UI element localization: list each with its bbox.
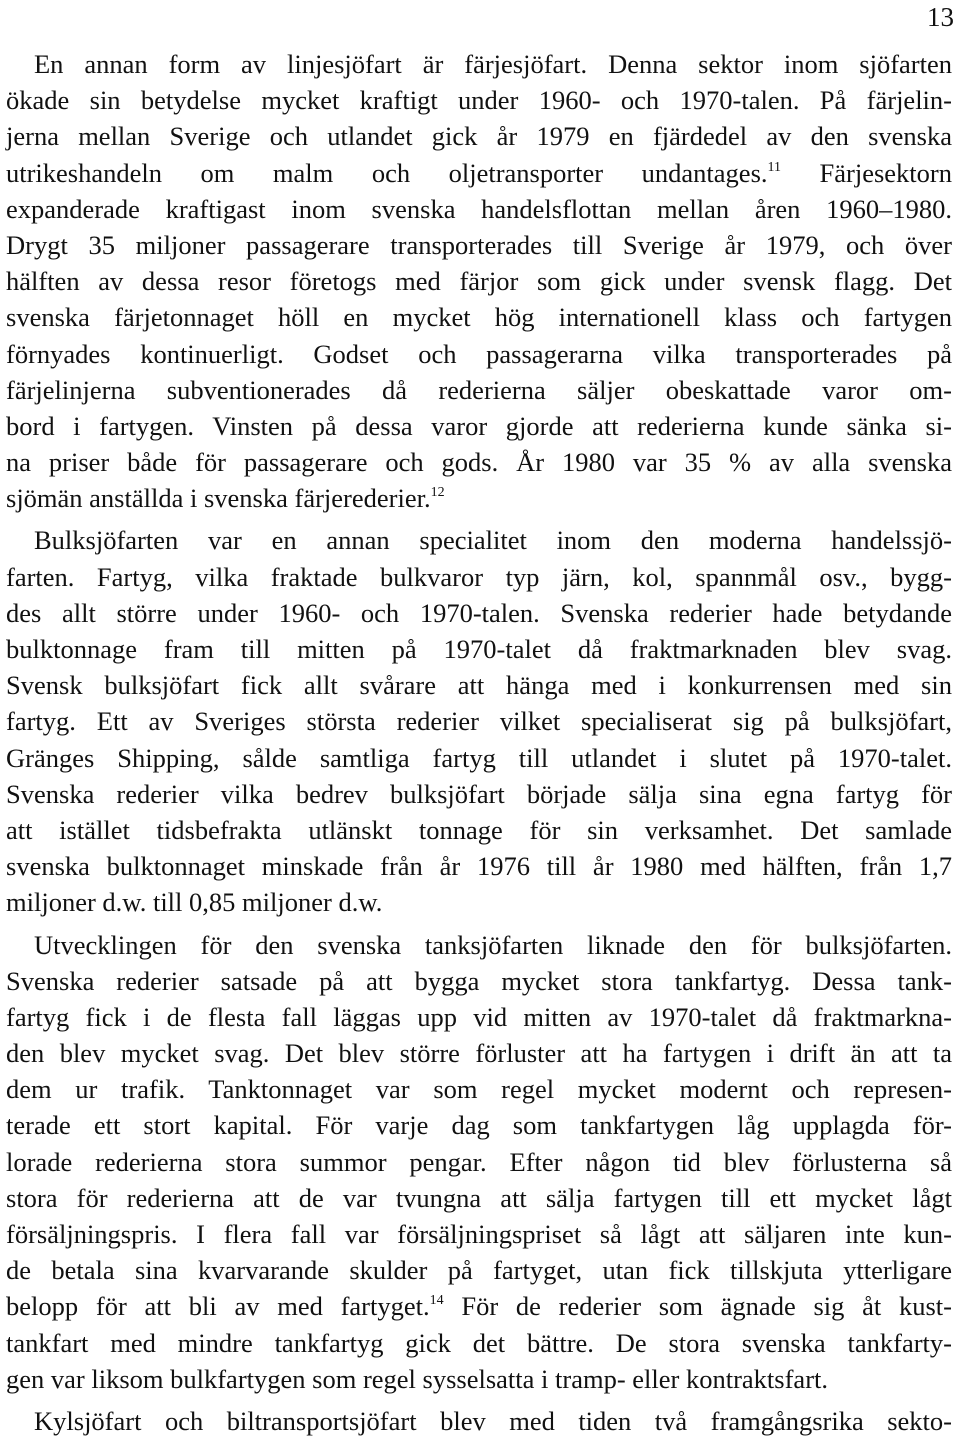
line-text: försäljningspris. I flera fall var försäljningspriset så lågt att säljaren inte kun- <box>6 1219 952 1249</box>
line-text: terade ett stort kapital. För varje dag som tankfartygen låg upplagda för- <box>6 1110 952 1141</box>
line-text: tankfart med mindre tankfartyg gick det bättre. De stora svenska tankfarty- <box>6 1327 952 1358</box>
text-line <box>6 631 952 667</box>
line-text: farten. Fartyg, vilka fraktade bulkvaror typ järn, kol, spannmål osv., bygg- <box>6 561 952 592</box>
line-text: hälften av dessa resor företogs med färjor som gick under svensk flagg. Det <box>6 266 952 297</box>
line-text: den blev mycket svag. Det blev större förluster att ha fartygen i drift än att ta <box>6 1038 952 1069</box>
text-line <box>6 82 952 118</box>
line-text: För de rederier som ägnade sig åt kust- <box>443 1291 952 1322</box>
text-line <box>6 884 952 920</box>
text-line <box>6 1144 952 1180</box>
text-line <box>6 1252 952 1288</box>
text-line <box>6 1288 952 1324</box>
line-text: svenska färjetonnaget höll en mycket hög internationell klass och fartygen <box>6 302 952 333</box>
line-text: Gränges Shipping, sålde samtliga fartyg till utlandet i slutet på 1970-talet. <box>6 742 952 773</box>
line-text: förnyades kontinuerligt. Godset och passagerarna vilka transporterades på <box>6 338 952 369</box>
line-text: fartyg fick i de flesta fall läggas upp vid mitten av 1970-talet då fraktmarkna- <box>6 1001 952 1032</box>
line-text: des allt större under 1960- och 1970-talen. Svenska rederier hade betydande <box>6 597 952 628</box>
paragraph <box>6 46 952 516</box>
text-line <box>6 848 952 884</box>
line-text: gen var liksom bulkfartygen som regel sysselsatta i tramp- eller kontraktsfart. <box>6 1363 829 1394</box>
line-text: sjömän anställda i svenska färjerederier. <box>6 483 431 514</box>
line-text: Bulksjöfarten var en annan specialitet inom den moderna handelssjö- <box>34 525 952 556</box>
footnote-marker[interactable]: 12 <box>430 485 445 501</box>
line-text: Utvecklingen för den svenska tanksjöfarten liknade den för bulksjöfarten. <box>34 929 952 960</box>
paragraph <box>6 522 952 920</box>
line-text: miljoner d.w. till 0,85 miljoner d.w. <box>6 887 383 918</box>
text-line <box>6 1180 952 1216</box>
text-line <box>6 927 952 963</box>
line-text: jerna mellan Sverige och utlandet gick år 1979 en fjärdedel av den svenska <box>6 121 952 152</box>
line-text: lorade rederierna stora summor pengar. Efter någon tid blev förlusterna så <box>6 1146 952 1177</box>
text-line <box>6 667 952 703</box>
page-body <box>6 46 952 1445</box>
line-text: färjelinjerna subventionerades då rederierna säljer obeskattade varor om- <box>6 374 952 405</box>
page-number: 13 <box>927 2 954 32</box>
text-line <box>6 776 952 812</box>
text-line <box>6 1216 952 1252</box>
text-line <box>6 155 952 191</box>
text-line <box>6 372 952 408</box>
paragraph <box>6 927 952 1397</box>
text-line <box>6 595 952 631</box>
line-text: expanderade kraftigast inom svenska handelsflottan mellan åren 1960–1980. <box>6 193 952 224</box>
footnote-marker[interactable]: 14 <box>429 1293 444 1309</box>
line-text: En annan form av linjesjöfart är färjesjöfart. Denna sektor inom sjöfarten <box>34 49 952 79</box>
line-text: dem ur trafik. Tanktonnaget var som regel mycket modernt och represen- <box>6 1074 952 1105</box>
text-line <box>6 227 952 263</box>
text-line <box>6 812 952 848</box>
paragraph <box>6 1403 952 1439</box>
text-line <box>6 336 952 372</box>
line-text: att istället tidsbefrakta utlänskt tonnage för sin verksamhet. Det samlade <box>6 814 952 845</box>
line-text: Färjesektorn <box>781 157 952 188</box>
text-line <box>6 963 952 999</box>
text-line <box>6 263 952 299</box>
text-line <box>6 480 952 516</box>
text-line <box>6 999 952 1035</box>
line-text: bord i fartygen. Vinsten på dessa varor gjorde att rederierna kunde sänka si- <box>6 410 952 441</box>
line-text: fartyg. Ett av Sveriges största rederier vilket specialiserat sig på bulksjöfart, <box>6 706 952 737</box>
text-line <box>6 522 952 558</box>
text-line <box>6 118 952 154</box>
line-text: Kylsjöfart och biltransportsjöfart blev med tiden två framgångsrika sekto- <box>34 1405 952 1436</box>
text-line <box>6 1361 952 1397</box>
line-text: utrikeshandeln om malm och oljetransporter undantages. <box>6 157 768 188</box>
text-line <box>6 1107 952 1143</box>
footnote-marker[interactable]: 11 <box>767 159 781 175</box>
text-line <box>6 740 952 776</box>
line-text: na priser både för passagerare och gods. År 1980 var 35 % av alla svenska <box>6 447 952 478</box>
text-line <box>6 1035 952 1071</box>
line-text: Drygt 35 miljoner passagerare transporterades till Sverige år 1979, och över <box>6 229 952 260</box>
line-text: ökade sin betydelse mycket kraftigt under 1960- och 1970-talen. På färjelin- <box>6 85 952 116</box>
line-text: Svensk bulksjöfart fick allt svårare att hänga med i konkurrensen med sin <box>6 670 952 701</box>
text-line <box>6 1071 952 1107</box>
line-text: belopp för att bli av med fartyget. <box>6 1291 430 1322</box>
text-line <box>6 703 952 739</box>
text-line <box>6 1403 952 1439</box>
line-text: Svenska rederier vilka bedrev bulksjöfart började sälja sina egna fartyg för <box>6 778 952 809</box>
line-text: svenska bulktonnaget minskade från år 1976 till år 1980 med hälften, från 1,7 <box>6 851 952 882</box>
text-line <box>6 46 952 82</box>
line-text: de betala sina kvarvarande skulder på fartyget, utan fick tillskjuta ytterligare <box>6 1255 952 1286</box>
text-line <box>6 1325 952 1361</box>
text-line <box>6 408 952 444</box>
line-text: stora för rederierna att de var tvungna att sälja fartygen till ett mycket lågt <box>6 1182 952 1213</box>
text-line <box>6 191 952 227</box>
text-line <box>6 559 952 595</box>
line-text: bulktonnage fram till mitten på 1970-talet då fraktmarknaden blev svag. <box>6 634 952 664</box>
line-text: Svenska rederier satsade på att bygga mycket stora tankfartyg. Dessa tank- <box>6 965 952 996</box>
text-line <box>6 299 952 335</box>
text-line <box>6 444 952 480</box>
